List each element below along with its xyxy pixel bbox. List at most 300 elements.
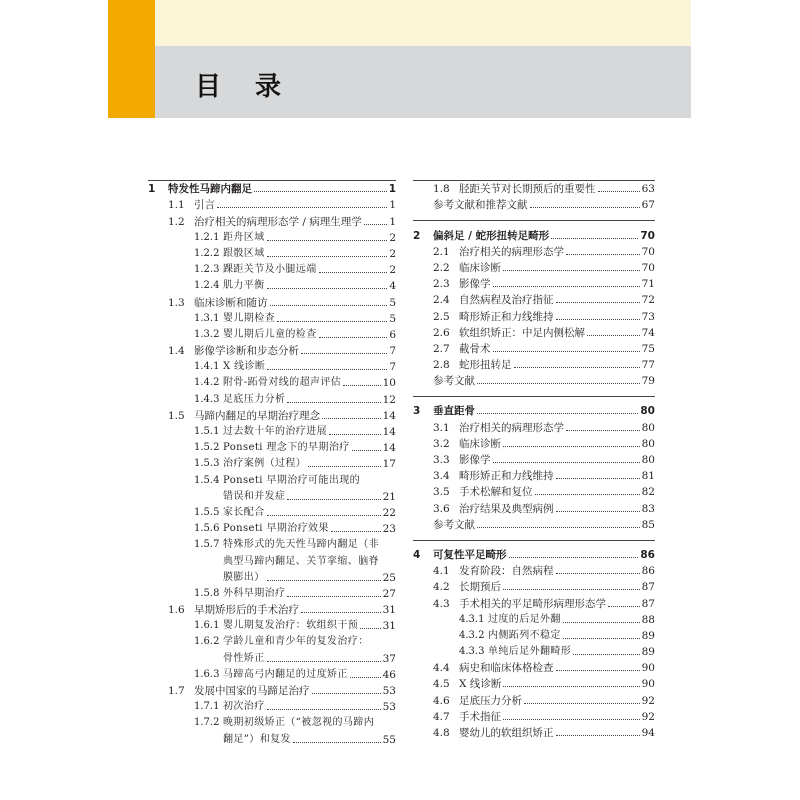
toc-entry-page: 22 bbox=[382, 506, 396, 519]
toc-entry-title: 晚期初级矫正（“被忽视的马蹄内 bbox=[223, 717, 375, 729]
toc-entry-number: 1.5.5 bbox=[194, 506, 220, 518]
toc-leader-dots bbox=[563, 622, 640, 623]
toc-entry-number: 1.5.6 bbox=[194, 523, 220, 535]
toc-entry-title: 特殊形式的先天性马蹄内翻足（非 bbox=[223, 539, 379, 551]
toc-entry[interactable] bbox=[413, 196, 655, 212]
toc-entry[interactable] bbox=[148, 666, 396, 682]
toc-entry-title: 自然病程及治疗指征 bbox=[459, 294, 554, 307]
toc-leader-dots bbox=[254, 191, 387, 192]
toc-entry-number: 1.2.3 bbox=[194, 264, 220, 276]
toc-leader-dots bbox=[277, 321, 387, 322]
toc-entry[interactable] bbox=[413, 356, 655, 372]
toc-entry-title: 手术松解和复位 bbox=[459, 486, 533, 499]
toc-leader-dots bbox=[587, 335, 640, 336]
toc-leader-dots bbox=[477, 413, 638, 414]
toc-entry-page: 70 bbox=[641, 245, 655, 258]
toc-leader-dots bbox=[301, 612, 381, 613]
toc-entry-page: 1 bbox=[389, 199, 396, 212]
toc-entry[interactable] bbox=[413, 307, 655, 323]
toc-entry-page: 80 bbox=[641, 454, 655, 466]
toc-entry[interactable] bbox=[148, 245, 396, 261]
toc-entry[interactable] bbox=[148, 212, 396, 228]
toc-right-column bbox=[413, 180, 655, 740]
toc-leader-dots bbox=[556, 302, 640, 303]
toc-entry-number: 1.3 bbox=[168, 296, 185, 309]
toc-entry-title: 婴幼儿的软组织矫正 bbox=[459, 727, 554, 739]
toc-chapter-entry[interactable] bbox=[413, 402, 655, 418]
toc-entry-page: 73 bbox=[641, 310, 655, 323]
toc-leader-dots bbox=[551, 238, 638, 239]
toc-entry-number: 1.5.1 bbox=[194, 426, 220, 437]
toc-entry[interactable] bbox=[148, 633, 396, 649]
toc-entry-number: 2.1 bbox=[433, 245, 450, 258]
toc-entry[interactable] bbox=[148, 471, 396, 487]
toc-entry-page: 85 bbox=[641, 518, 655, 531]
toc-entry-page: 72 bbox=[641, 294, 655, 307]
toc-entry-title: 婴儿期复发治疗：软组织干预 bbox=[223, 620, 359, 632]
toc-entry-number: 2.3 bbox=[433, 278, 450, 291]
toc-entry[interactable] bbox=[413, 324, 655, 340]
toc-entry-number: 4 bbox=[413, 548, 421, 561]
toc-entry-page: 79 bbox=[641, 375, 655, 388]
toc-entry-page: 53 bbox=[382, 701, 396, 714]
toc-entry-title: 典型马蹄内翻足、关节挛缩、脑脊 bbox=[223, 555, 379, 567]
toc-leader-dots bbox=[267, 580, 381, 581]
toc-entry-page: 55 bbox=[382, 733, 396, 746]
toc-leader-dots bbox=[267, 288, 388, 289]
toc-entry-number: 1.2.4 bbox=[194, 280, 220, 292]
toc-entry-title: 胫距关节对长期预后的重要性 bbox=[459, 183, 596, 196]
toc-leader-dots bbox=[503, 446, 640, 447]
toc-entry[interactable] bbox=[148, 601, 396, 617]
toc-entry-title: 距舟区域 bbox=[223, 231, 265, 243]
toc-entry-page: 14 bbox=[382, 426, 396, 438]
toc-entry-number: 4.8 bbox=[433, 727, 450, 739]
toc-entry[interactable] bbox=[148, 374, 396, 390]
toc-entry-page: 17 bbox=[382, 458, 396, 471]
toc-entry-number: 4.3.3 bbox=[459, 646, 485, 658]
toc-leader-dots bbox=[267, 369, 387, 370]
toc-entry-title: 婴儿期检查 bbox=[223, 312, 275, 324]
toc-entry-title: 临床诊断 bbox=[459, 261, 501, 274]
toc-leader-dots bbox=[566, 254, 640, 255]
toc-entry-page: 89 bbox=[641, 646, 655, 659]
toc-entry-page: 14 bbox=[382, 409, 396, 422]
toc-leader-dots bbox=[514, 367, 640, 368]
toc-entry-page: 89 bbox=[641, 629, 655, 642]
toc-leader-dots bbox=[608, 606, 640, 607]
toc-entry-number: 4.7 bbox=[433, 710, 450, 723]
toc-entry-title: 长期预后 bbox=[459, 581, 501, 594]
toc-entry[interactable] bbox=[413, 691, 655, 707]
toc-entry[interactable] bbox=[413, 467, 655, 483]
toc-leader-dots bbox=[556, 735, 640, 736]
toc-entry[interactable] bbox=[413, 418, 655, 434]
toc-entry[interactable] bbox=[413, 611, 655, 627]
toc-chapter-entry[interactable] bbox=[413, 226, 655, 242]
toc-entry-number: 1 bbox=[148, 183, 156, 196]
toc-entry-title: 马蹄高弓内翻足的过度矫正 bbox=[223, 668, 348, 680]
toc-entry-number: 1.5.8 bbox=[194, 587, 220, 599]
toc-entry-number: 1.4.2 bbox=[194, 377, 220, 389]
toc-entry-title: 手术指征 bbox=[459, 710, 501, 723]
toc-leader-dots bbox=[293, 742, 381, 743]
toc-entry[interactable] bbox=[413, 340, 655, 356]
toc-entry[interactable] bbox=[413, 594, 655, 610]
toc-entry-title: Ponseti 早期治疗效果 bbox=[223, 523, 329, 535]
toc-entry-title: 足底压力分析 bbox=[223, 393, 286, 405]
toc-leader-dots bbox=[331, 531, 381, 532]
toc-entry[interactable] bbox=[148, 423, 396, 439]
toc-entry[interactable] bbox=[413, 483, 655, 499]
toc-entry[interactable] bbox=[148, 196, 396, 212]
toc-entry[interactable] bbox=[148, 229, 396, 245]
toc-entry-page: 94 bbox=[641, 727, 655, 739]
toc-entry-title: 治疗结果及典型病例 bbox=[459, 502, 554, 515]
toc-entry-page: 77 bbox=[641, 359, 655, 372]
toc-entry-page: 80 bbox=[640, 405, 655, 418]
toc-entry-number: 1.5.2 bbox=[194, 442, 220, 454]
toc-leader-dots bbox=[343, 385, 380, 386]
toc-entry-page: 86 bbox=[641, 565, 655, 578]
toc-leader-dots bbox=[287, 596, 380, 597]
toc-entry-page: 5 bbox=[389, 296, 396, 309]
toc-entry-title: 踝距关节及小腿远端 bbox=[223, 264, 317, 276]
toc-entry[interactable] bbox=[148, 310, 396, 326]
toc-entry-number: 1.4.3 bbox=[194, 393, 220, 405]
toc-entry[interactable] bbox=[148, 569, 396, 585]
toc-entry-number: 4.3.1 bbox=[459, 613, 485, 625]
toc-entry-title: 截骨术 bbox=[459, 342, 491, 355]
toc-entry-number: 1.8 bbox=[433, 183, 450, 196]
toc-entry-page: 1 bbox=[389, 215, 396, 228]
toc-entry[interactable] bbox=[413, 243, 655, 259]
toc-leader-dots bbox=[364, 224, 388, 225]
toc-leader-dots bbox=[270, 305, 388, 306]
toc-leader-dots bbox=[503, 719, 640, 720]
toc-leader-dots bbox=[566, 430, 640, 431]
toc-entry[interactable] bbox=[148, 730, 396, 746]
toc-entry-number: 4.5 bbox=[433, 678, 450, 691]
toc-entry[interactable] bbox=[413, 708, 655, 724]
toc-entry[interactable] bbox=[413, 724, 655, 740]
toc-entry-number: 3.3 bbox=[433, 454, 450, 466]
toc-entry-page: 2 bbox=[389, 264, 396, 277]
toc-entry-page: 2 bbox=[389, 247, 396, 260]
toc-entry-number: 1.2.2 bbox=[194, 247, 220, 259]
toc-entry-number: 4.1 bbox=[433, 565, 450, 578]
toc-entry-title: X 线诊断 bbox=[459, 678, 502, 691]
toc-entry-number: 3.4 bbox=[433, 470, 450, 483]
toc-entry-title: 影像学诊断和步态分析 bbox=[194, 345, 299, 358]
toc-entry-page: 23 bbox=[382, 523, 396, 536]
toc-entry-title: 治疗相关的病理形态学 bbox=[459, 245, 564, 258]
toc-entry-title: 参考文献和推荐文献 bbox=[433, 199, 528, 212]
toc-entry-number: 1.6.1 bbox=[194, 620, 220, 632]
toc-entry-page: 37 bbox=[382, 652, 396, 665]
toc-entry-title: 偏斜足 / 蛇形扭转足畸形 bbox=[433, 229, 550, 242]
toc-entry[interactable] bbox=[413, 372, 655, 388]
toc-entry-title: 治疗案例（过程） bbox=[223, 458, 307, 470]
page-title: 目录 bbox=[195, 72, 316, 102]
toc-entry-title: 膜膨出） bbox=[223, 571, 265, 583]
toc-entry-page: 21 bbox=[382, 490, 396, 503]
toc-entry-title: 治疗相关的病理形态学 / 病理生理学 bbox=[194, 215, 362, 228]
toc-entry-title: 畸形矫正和力线维持 bbox=[459, 470, 554, 483]
toc-entry-title: 学龄儿童和青少年的复发治疗： bbox=[223, 636, 369, 648]
toc-entry-number: 1.6.3 bbox=[194, 668, 220, 680]
toc-entry[interactable] bbox=[148, 504, 396, 520]
toc-entry-page: 80 bbox=[641, 421, 655, 434]
toc-entry-number: 4.6 bbox=[433, 694, 450, 707]
toc-entry-title: Ponseti 理念下的早期治疗 bbox=[223, 442, 350, 454]
toc-entry-title: 特发性马蹄内翻足 bbox=[168, 183, 252, 196]
toc-entry-page: 12 bbox=[382, 393, 396, 406]
toc-entry-page: 86 bbox=[640, 548, 655, 561]
toc-entry-title: 参考文献 bbox=[433, 375, 475, 388]
toc-entry-page: 82 bbox=[641, 486, 655, 499]
toc-entry[interactable] bbox=[148, 261, 396, 277]
toc-entry-number: 4.2 bbox=[433, 581, 450, 594]
accent-band bbox=[108, 0, 155, 118]
toc-entry-number: 3.1 bbox=[433, 421, 450, 434]
toc-entry-number: 1.5 bbox=[168, 409, 185, 422]
toc-entry-page: 31 bbox=[382, 620, 396, 633]
toc-entry-title: 外科早期治疗 bbox=[223, 587, 286, 599]
toc-leader-dots bbox=[267, 515, 381, 516]
toc-leader-dots bbox=[287, 499, 380, 500]
toc-entry-number: 4.3.2 bbox=[459, 629, 485, 641]
toc-leader-dots bbox=[530, 207, 640, 208]
toc-leader-dots bbox=[301, 353, 387, 354]
toc-entry-page: 4 bbox=[389, 280, 396, 293]
toc-entry[interactable] bbox=[413, 451, 655, 467]
toc-entry-number: 1.4 bbox=[168, 345, 185, 358]
header-box bbox=[155, 0, 691, 118]
toc-entry-page: 27 bbox=[382, 587, 396, 600]
toc-entry[interactable] bbox=[148, 552, 396, 568]
toc-entry-page: 63 bbox=[641, 183, 655, 196]
toc-entry-title: Ponseti 早期治疗可能出现的 bbox=[223, 474, 361, 486]
toc-entry-title: 发展中国家的马蹄足治疗 bbox=[194, 685, 310, 697]
toc-entry[interactable] bbox=[413, 562, 655, 578]
toc-entry-page: 92 bbox=[641, 694, 655, 707]
toc-entry-page: 74 bbox=[641, 326, 655, 339]
toc-leader-dots bbox=[598, 191, 640, 192]
toc-entry[interactable] bbox=[148, 342, 396, 358]
toc-entry-page: 88 bbox=[641, 613, 655, 626]
toc-entry-page: 70 bbox=[640, 229, 655, 242]
toc-entry[interactable] bbox=[148, 682, 396, 698]
toc-entry[interactable] bbox=[148, 536, 396, 552]
toc-entry[interactable] bbox=[148, 649, 396, 665]
toc-entry-title: 垂直距骨 bbox=[433, 405, 475, 418]
toc-entry-title: 早期矫形后的手术治疗 bbox=[194, 604, 299, 617]
toc-entry[interactable] bbox=[148, 585, 396, 601]
toc-entry-number: 1.3.1 bbox=[194, 312, 220, 324]
toc-entry-title: 肌力平衡 bbox=[223, 280, 265, 292]
toc-entry[interactable] bbox=[148, 698, 396, 714]
toc-leader-dots bbox=[477, 383, 640, 384]
toc-entry[interactable] bbox=[148, 520, 396, 536]
toc-entry-page: 7 bbox=[389, 361, 396, 374]
toc-leader-dots bbox=[493, 351, 640, 352]
toc-entry-number: 2.7 bbox=[433, 342, 450, 355]
toc-left-column bbox=[148, 180, 396, 747]
header-top-panel bbox=[155, 0, 691, 46]
toc-entry-page: 46 bbox=[382, 668, 396, 681]
toc-leader-dots bbox=[360, 628, 380, 629]
toc-entry-number: 1.3.2 bbox=[194, 328, 220, 340]
toc-leader-dots bbox=[503, 686, 639, 687]
toc-entry-page: 7 bbox=[389, 345, 396, 358]
toc-entry-number: 2.8 bbox=[433, 359, 450, 372]
toc-leader-dots bbox=[573, 654, 639, 655]
toc-entry[interactable] bbox=[148, 488, 396, 504]
toc-entry-page: 92 bbox=[641, 710, 655, 723]
toc-entry-title: 手术相关的平足畸形病理形态学 bbox=[459, 597, 606, 610]
toc-entry-title: 家长配合 bbox=[223, 506, 265, 518]
toc-entry-page: 31 bbox=[382, 604, 396, 617]
toc-entry[interactable] bbox=[148, 455, 396, 471]
toc-entry-title: 引言 bbox=[194, 199, 215, 212]
toc-leader-dots bbox=[556, 670, 640, 671]
toc-entry-page: 81 bbox=[641, 470, 655, 483]
toc-entry[interactable] bbox=[148, 714, 396, 730]
toc-entry-title: 发育阶段：自然病程 bbox=[459, 565, 554, 578]
toc-leader-dots bbox=[267, 661, 381, 662]
toc-chapter-entry[interactable] bbox=[413, 546, 655, 562]
toc-entry-title: 影像学 bbox=[459, 454, 491, 466]
toc-entry[interactable] bbox=[148, 407, 396, 423]
toc-entry[interactable] bbox=[413, 578, 655, 594]
toc-entry[interactable] bbox=[413, 499, 655, 515]
toc-entry-title: X 线诊断 bbox=[223, 361, 266, 373]
toc-entry-number: 1.4.1 bbox=[194, 361, 220, 373]
toc-entry-title: 过度的后足外翻 bbox=[488, 613, 561, 625]
toc-entry-title: 临床诊断和随访 bbox=[194, 296, 268, 309]
toc-leader-dots bbox=[556, 511, 640, 512]
toc-entry-title: 影像学 bbox=[459, 278, 491, 291]
toc-entry[interactable] bbox=[148, 358, 396, 374]
toc-entry-title: 软组织矫正：中足内侧松解 bbox=[459, 326, 585, 339]
toc-entry-page: 83 bbox=[641, 502, 655, 515]
toc-entry[interactable] bbox=[148, 390, 396, 406]
toc-entry-number: 3 bbox=[413, 405, 421, 418]
toc-leader-dots bbox=[267, 240, 388, 241]
toc-entry-number: 1.2 bbox=[168, 215, 185, 228]
toc-entry-page: 67 bbox=[641, 199, 655, 212]
toc-entry[interactable] bbox=[413, 643, 655, 659]
toc-entry-number: 1.2.1 bbox=[194, 231, 220, 243]
toc-leader-dots bbox=[556, 478, 640, 479]
toc-entry-title: 足底压力分析 bbox=[459, 694, 522, 707]
toc-entry-title: 错误和并发症 bbox=[223, 490, 286, 502]
toc-entry-page: 14 bbox=[382, 442, 396, 455]
toc-entry-title: 可复性平足畸形 bbox=[433, 548, 507, 561]
toc-entry[interactable] bbox=[148, 326, 396, 342]
toc-entry-number: 2 bbox=[413, 229, 421, 242]
toc-entry[interactable] bbox=[148, 293, 396, 309]
toc-entry[interactable] bbox=[148, 277, 396, 293]
toc-entry-page: 90 bbox=[641, 662, 655, 675]
toc-entry[interactable] bbox=[148, 617, 396, 633]
toc-entry-number: 2.4 bbox=[433, 294, 450, 307]
toc-entry[interactable] bbox=[413, 627, 655, 643]
toc-entry-number: 4.3 bbox=[433, 597, 450, 610]
toc-entry-page: 10 bbox=[382, 377, 396, 390]
toc-entry-number: 1.5.7 bbox=[194, 539, 220, 551]
toc-entry-page: 2 bbox=[389, 231, 396, 244]
toc-entry-number: 1.6 bbox=[168, 604, 185, 617]
toc-entry-title: 参考文献 bbox=[433, 518, 475, 531]
toc-leader-dots bbox=[312, 693, 381, 694]
toc-entry-title: 初次治疗 bbox=[223, 701, 265, 713]
toc-entry-number: 3.2 bbox=[433, 437, 450, 450]
toc-entry-page: 53 bbox=[382, 685, 396, 697]
toc-leader-dots bbox=[503, 589, 640, 590]
toc-entry-number: 1.7.2 bbox=[194, 717, 220, 729]
toc-entry-page: 87 bbox=[641, 597, 655, 610]
toc-leader-dots bbox=[524, 703, 640, 704]
toc-entry-number: 1.6.2 bbox=[194, 636, 220, 648]
toc-entry-page: 75 bbox=[641, 342, 655, 355]
toc-leader-dots bbox=[556, 319, 640, 320]
toc-entry-title: 畸形矫正和力线维持 bbox=[459, 310, 554, 323]
toc-leader-dots bbox=[477, 527, 640, 528]
toc-entry-number: 1.5.4 bbox=[194, 474, 220, 486]
toc-leader-dots bbox=[503, 270, 640, 271]
toc-entry-number: 3.5 bbox=[433, 486, 450, 499]
toc-entry[interactable] bbox=[413, 275, 655, 291]
toc-entry-page: 71 bbox=[641, 278, 655, 291]
toc-entry[interactable] bbox=[413, 516, 655, 532]
toc-entry-number: 1.7 bbox=[168, 685, 185, 697]
toc-entry-page: 1 bbox=[388, 183, 396, 196]
toc-leader-dots bbox=[217, 207, 387, 208]
toc-entry[interactable] bbox=[413, 675, 655, 691]
toc-entry[interactable] bbox=[148, 439, 396, 455]
toc-leader-dots bbox=[308, 466, 380, 467]
toc-entry-page: 80 bbox=[641, 437, 655, 450]
toc-leader-dots bbox=[267, 709, 381, 710]
toc-entry-number: 3.6 bbox=[433, 502, 450, 515]
toc-entry-title: 单纯后足外翻畸形 bbox=[488, 646, 572, 658]
toc-entry-title: 治疗相关的病理形态学 bbox=[459, 421, 564, 434]
toc-entry-number: 1.1 bbox=[168, 199, 185, 212]
toc-entry[interactable] bbox=[413, 291, 655, 307]
toc-entry[interactable] bbox=[413, 259, 655, 275]
toc-leader-dots bbox=[267, 256, 388, 257]
toc-entry-title: 跟骰区域 bbox=[223, 247, 265, 259]
toc-entry[interactable] bbox=[413, 435, 655, 451]
toc-entry-page: 25 bbox=[382, 571, 396, 584]
toc-entry-number: 2.2 bbox=[433, 261, 450, 274]
toc-entry-number: 4.4 bbox=[433, 662, 450, 675]
toc-leader-dots bbox=[322, 418, 381, 419]
toc-leader-dots bbox=[319, 272, 388, 273]
toc-entry[interactable] bbox=[413, 659, 655, 675]
toc-chapter-entry[interactable] bbox=[148, 180, 396, 196]
toc-entry-page: 70 bbox=[641, 261, 655, 274]
toc-entry-page: 87 bbox=[641, 581, 655, 594]
toc-entry-page: 6 bbox=[389, 328, 396, 341]
toc-leader-dots bbox=[556, 573, 640, 574]
toc-entry-number: 1.7.1 bbox=[194, 701, 220, 713]
toc-entry-title: 蛇形扭转足 bbox=[459, 359, 512, 372]
toc-entry[interactable] bbox=[413, 180, 655, 196]
toc-entry-title: 附骨-跖骨对线的超声评估 bbox=[223, 377, 342, 389]
